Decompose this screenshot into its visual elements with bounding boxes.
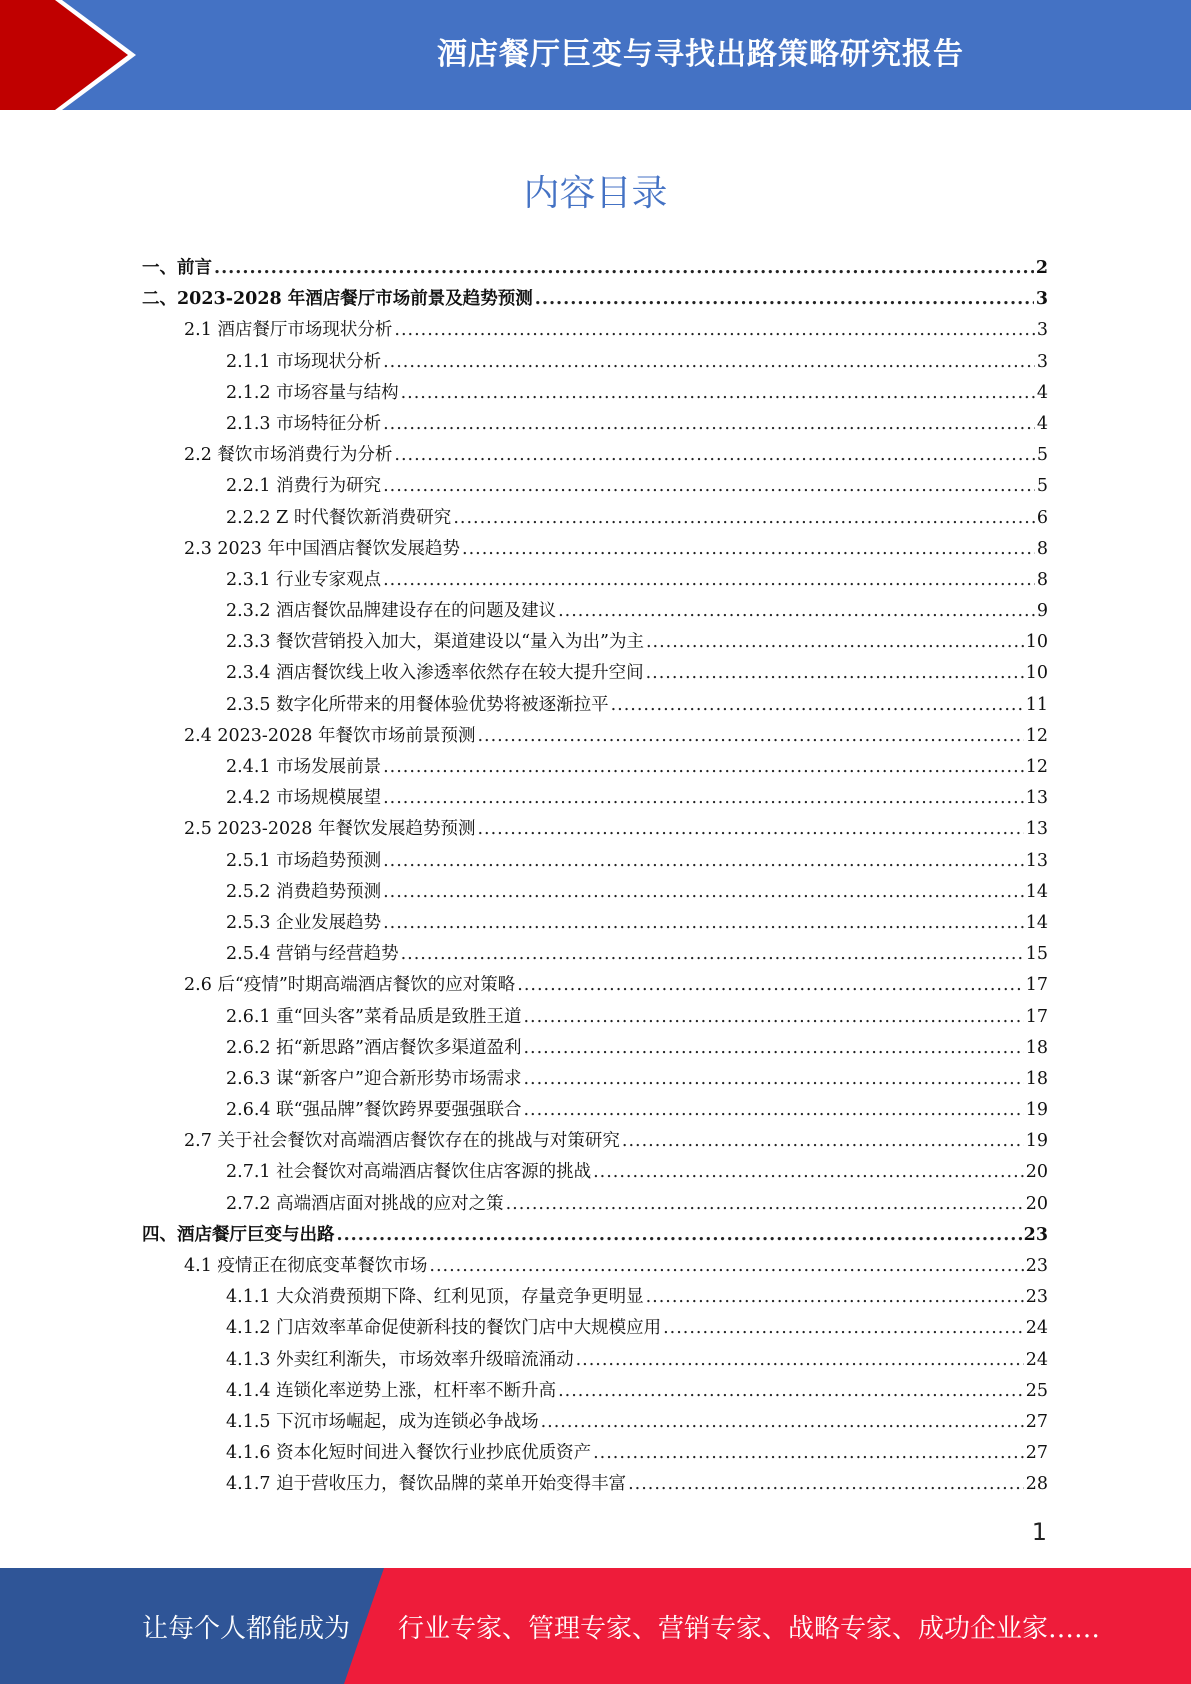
toc-leader-dots xyxy=(593,1162,1024,1182)
toc-entry[interactable] xyxy=(142,1377,1048,1408)
toc-entry-label: 2.5.4 营销与经营趋势 xyxy=(226,944,399,965)
toc-entry-label: 2.6.2 拓“新思路”酒店餐饮多渠道盈利 xyxy=(226,1037,522,1058)
toc-leader-dots xyxy=(622,1131,1024,1151)
toc-entry-page: 5 xyxy=(1036,476,1048,497)
toc-entry[interactable] xyxy=(142,847,1048,878)
toc-entry-page: 4 xyxy=(1036,413,1048,434)
toc-entry-label: 4.1.3 外卖红利渐失，市场效率升级暗流涌动 xyxy=(226,1349,574,1370)
toc-entry-page: 6 xyxy=(1036,507,1048,528)
toc-leader-dots xyxy=(477,819,1023,839)
toc-entry[interactable] xyxy=(142,815,1048,846)
toc-entry-label: 2.4 2023-2028 年餐饮市场前景预测 xyxy=(184,725,476,746)
toc-entry[interactable] xyxy=(142,1034,1048,1065)
toc-leader-dots xyxy=(453,508,1035,528)
toc-leader-dots xyxy=(383,851,1024,871)
toc-leader-dots xyxy=(337,1225,1022,1245)
toc-leader-dots xyxy=(383,882,1024,902)
toc-entry[interactable] xyxy=(142,1439,1048,1470)
page-header xyxy=(0,0,1191,110)
toc-leader-dots xyxy=(663,1318,1024,1338)
toc-entry[interactable] xyxy=(142,1096,1048,1127)
toc-entry-label: 2.6.4 联“强品牌”餐饮跨界要强强联合 xyxy=(226,1100,522,1121)
toc-entry[interactable] xyxy=(142,379,1048,410)
toc-entry[interactable] xyxy=(142,1470,1048,1501)
toc-entry-page: 13 xyxy=(1025,788,1048,809)
toc-entry-label: 2.6.1 重“回头客”菜肴品质是致胜王道 xyxy=(226,1006,522,1027)
toc-entry-label: 2.1 酒店餐厅市场现状分析 xyxy=(184,320,393,341)
toc-entry[interactable] xyxy=(142,971,1048,1002)
toc-leader-dots xyxy=(523,1007,1023,1027)
toc-entry-page: 14 xyxy=(1025,881,1048,902)
toc-entry-label: 2.3.2 酒店餐饮品牌建设存在的问题及建议 xyxy=(226,601,557,622)
toc-entry-page: 14 xyxy=(1025,912,1048,933)
toc-entry[interactable] xyxy=(142,1003,1048,1034)
toc-leader-dots xyxy=(535,289,1034,309)
toc-entry-page: 27 xyxy=(1025,1443,1048,1464)
toc-entry-label: 2.4.1 市场发展前景 xyxy=(226,757,382,777)
page-footer xyxy=(0,1568,1191,1684)
toc-leader-dots xyxy=(383,352,1035,372)
toc-entry-page: 19 xyxy=(1025,1100,1048,1121)
toc-leader-dots xyxy=(558,601,1035,621)
toc-entry[interactable] xyxy=(142,1221,1048,1252)
toc-leader-dots xyxy=(462,539,1035,559)
toc-entry-label: 4.1.6 资本化短时间进入餐饮行业抄底优质资产 xyxy=(226,1443,592,1464)
toc-entry-page: 3 xyxy=(1035,289,1048,310)
toc-entry-page: 20 xyxy=(1025,1162,1048,1183)
footer-slogan-right: 行业专家、管理专家、营销专家、战略专家、成功企业家…… xyxy=(398,1613,1101,1644)
toc-entry-page: 5 xyxy=(1036,445,1048,466)
toc-entry-label: 四、酒店餐厅巨变与出路 xyxy=(142,1224,335,1245)
toc-entry-page: 17 xyxy=(1025,1006,1048,1027)
toc-leader-dots xyxy=(383,476,1035,496)
toc-entry-label: 2.4.2 市场规模展望 xyxy=(226,788,382,809)
toc-entry-page: 8 xyxy=(1036,538,1048,559)
toc-leader-dots xyxy=(383,757,1024,777)
toc-leader-dots xyxy=(506,1194,1024,1214)
toc-entry-label: 2.2 餐饮市场消费行为分析 xyxy=(184,445,393,466)
toc-leader-dots xyxy=(523,1038,1023,1058)
toc-entry-page: 3 xyxy=(1036,351,1048,372)
toc-entry-page: 9 xyxy=(1036,601,1048,622)
toc-entry-label: 4.1.2 门店效率革命促使新科技的餐饮门店中大规模应用 xyxy=(226,1318,662,1339)
toc-entry-page: 23 xyxy=(1023,1224,1048,1245)
toc-entry-page: 13 xyxy=(1025,819,1048,840)
toc-leader-dots xyxy=(429,1256,1023,1276)
toc-leader-dots xyxy=(401,383,1035,403)
toc-leader-dots xyxy=(628,1474,1024,1494)
table-of-contents xyxy=(142,254,1048,1502)
toc-entry-label: 2.5.2 消费趋势预测 xyxy=(226,881,382,902)
toc-entry-label: 一、前言 xyxy=(142,258,212,278)
toc-leader-dots xyxy=(394,445,1034,465)
toc-entry-label: 2.2.2 Z 时代餐饮新消费研究 xyxy=(226,507,452,528)
toc-entry-page: 15 xyxy=(1025,944,1048,965)
toc-entry[interactable] xyxy=(142,878,1048,909)
toc-entry-page: 4 xyxy=(1036,382,1048,403)
toc-entry-page: 24 xyxy=(1025,1349,1048,1370)
toc-entry[interactable] xyxy=(142,1346,1048,1377)
toc-entry-label: 2.6 后“疫情”时期高端酒店餐饮的应对策略 xyxy=(184,975,516,996)
toc-entry-label: 4.1.7 迫于营收压力，餐饮品牌的菜单开始变得丰富 xyxy=(226,1474,627,1495)
toc-entry[interactable] xyxy=(142,1127,1048,1158)
toc-entry[interactable] xyxy=(142,1158,1048,1189)
toc-entry-page: 20 xyxy=(1025,1193,1048,1214)
toc-leader-dots xyxy=(383,414,1035,434)
toc-entry-page: 2 xyxy=(1035,258,1048,278)
toc-entry-label: 2.6.3 谋“新客户”迎合新形势市场需求 xyxy=(226,1068,522,1089)
toc-entry-label: 4.1.5 下沉市场崛起，成为连锁必争战场 xyxy=(226,1411,539,1432)
toc-entry-label: 2.3.4 酒店餐饮线上收入渗透率依然存在较大提升空间 xyxy=(226,663,644,684)
toc-entry-page: 12 xyxy=(1025,757,1048,777)
toc-entry-page: 10 xyxy=(1025,663,1048,684)
toc-entry[interactable] xyxy=(142,1190,1048,1221)
toc-leader-dots xyxy=(611,695,1024,715)
toc-leader-dots xyxy=(383,913,1024,933)
toc-entry-page: 23 xyxy=(1025,1256,1048,1276)
toc-entry-page: 18 xyxy=(1025,1068,1048,1089)
toc-entry-page: 25 xyxy=(1025,1380,1048,1401)
toc-entry-label: 2.2.1 消费行为研究 xyxy=(226,476,382,497)
toc-leader-dots xyxy=(394,320,1034,340)
toc-entry[interactable] xyxy=(142,628,1048,659)
toc-entry[interactable] xyxy=(142,1408,1048,1439)
toc-entry[interactable] xyxy=(142,753,1048,784)
toc-entry-page: 28 xyxy=(1025,1474,1048,1495)
toc-leader-dots xyxy=(383,570,1035,590)
toc-leader-dots xyxy=(558,1381,1024,1401)
header-title: 酒店餐厅巨变与寻找出路策略研究报告 xyxy=(437,37,964,72)
toc-entry[interactable] xyxy=(142,441,1048,472)
toc-entry-label: 2.3.5 数字化所带来的用餐体验优势将被逐渐拉平 xyxy=(226,694,609,715)
toc-entry[interactable] xyxy=(142,1314,1048,1345)
toc-leader-dots xyxy=(646,1287,1024,1307)
toc-entry-label: 2.5.1 市场趋势预测 xyxy=(226,850,382,871)
toc-leader-dots xyxy=(523,1069,1023,1089)
toc-entry-page: 3 xyxy=(1036,320,1048,341)
toc-entry[interactable] xyxy=(142,285,1048,316)
toc-entry-label: 4.1.4 连锁化率逆势上涨，杠杆率不断升高 xyxy=(226,1380,557,1401)
toc-leader-dots xyxy=(401,944,1024,964)
toc-entry-page: 8 xyxy=(1036,569,1048,590)
toc-entry-label: 2.5 2023-2028 年餐饮发展趋势预测 xyxy=(184,819,476,840)
toc-entry-page: 11 xyxy=(1025,694,1048,715)
toc-entry-label: 4.1.1 大众消费预期下降、红利见顶，存量竞争更明显 xyxy=(226,1287,644,1308)
header-chevron-icon xyxy=(0,0,160,110)
toc-leader-dots xyxy=(541,1412,1024,1432)
toc-entry[interactable] xyxy=(142,909,1048,940)
toc-entry-page: 19 xyxy=(1025,1131,1048,1152)
footer-slogan-left: 让每个人都能成为 xyxy=(142,1613,351,1644)
toc-entry[interactable] xyxy=(142,316,1048,347)
toc-entry[interactable] xyxy=(142,597,1048,628)
toc-leader-dots xyxy=(383,788,1024,808)
toc-leader-dots xyxy=(477,726,1023,746)
toc-entry[interactable] xyxy=(142,566,1048,597)
toc-entry[interactable] xyxy=(142,410,1048,441)
toc-entry-page: 12 xyxy=(1025,725,1048,746)
toc-entry[interactable] xyxy=(142,535,1048,566)
toc-leader-dots xyxy=(593,1443,1024,1463)
toc-entry-label: 4.1 疫情正在彻底变革餐饮市场 xyxy=(184,1256,428,1276)
toc-entry-label: 2.3.3 餐饮营销投入加大，渠道建设以“量入为出”为主 xyxy=(226,632,644,653)
toc-leader-dots xyxy=(214,258,1034,278)
toc-leader-dots xyxy=(576,1350,1024,1370)
toc-leader-dots xyxy=(523,1100,1023,1120)
toc-entry-page: 13 xyxy=(1025,850,1048,871)
toc-entry[interactable] xyxy=(142,472,1048,503)
toc-entry[interactable] xyxy=(142,254,1048,285)
toc-entry-label: 2.7 关于社会餐饮对高端酒店餐饮存在的挑战与对策研究 xyxy=(184,1131,620,1152)
toc-entry-page: 27 xyxy=(1025,1411,1048,1432)
toc-entry-page: 23 xyxy=(1025,1287,1048,1308)
toc-entry-label: 2.1.2 市场容量与结构 xyxy=(226,382,399,403)
toc-entry-label: 2.7.2 高端酒店面对挑战的应对之策 xyxy=(226,1193,504,1214)
toc-entry[interactable] xyxy=(142,1065,1048,1096)
toc-entry-label: 2.7.1 社会餐饮对高端酒店餐饮住店客源的挑战 xyxy=(226,1162,592,1183)
toc-leader-dots xyxy=(646,632,1024,652)
toc-entry[interactable] xyxy=(142,659,1048,690)
toc-entry[interactable] xyxy=(142,348,1048,379)
toc-leader-dots xyxy=(517,975,1023,995)
toc-entry[interactable] xyxy=(142,784,1048,815)
page-number: 1 xyxy=(1031,1518,1047,1546)
toc-entry-page: 24 xyxy=(1025,1318,1048,1339)
toc-entry[interactable] xyxy=(142,504,1048,535)
toc-entry-label: 2.3.1 行业专家观点 xyxy=(226,569,382,590)
toc-entry-page: 10 xyxy=(1025,632,1048,653)
toc-leader-dots xyxy=(646,663,1024,683)
toc-entry-label: 2.5.3 企业发展趋势 xyxy=(226,912,382,933)
toc-entry-label: 2.3 2023 年中国酒店餐饮发展趋势 xyxy=(184,538,460,559)
toc-entry-page: 17 xyxy=(1025,975,1048,996)
toc-entry-label: 2.1.1 市场现状分析 xyxy=(226,351,382,372)
toc-entry[interactable] xyxy=(142,722,1048,753)
toc-entry-label: 二、2023-2028 年酒店餐厅市场前景及趋势预测 xyxy=(142,289,533,310)
toc-entry-label: 2.1.3 市场特征分析 xyxy=(226,413,382,434)
toc-entry[interactable] xyxy=(142,691,1048,722)
toc-entry[interactable] xyxy=(142,1252,1048,1283)
toc-entry-page: 18 xyxy=(1025,1037,1048,1058)
toc-entry[interactable] xyxy=(142,1283,1048,1314)
toc-entry[interactable] xyxy=(142,940,1048,971)
toc-title: 内容目录 xyxy=(523,173,668,214)
